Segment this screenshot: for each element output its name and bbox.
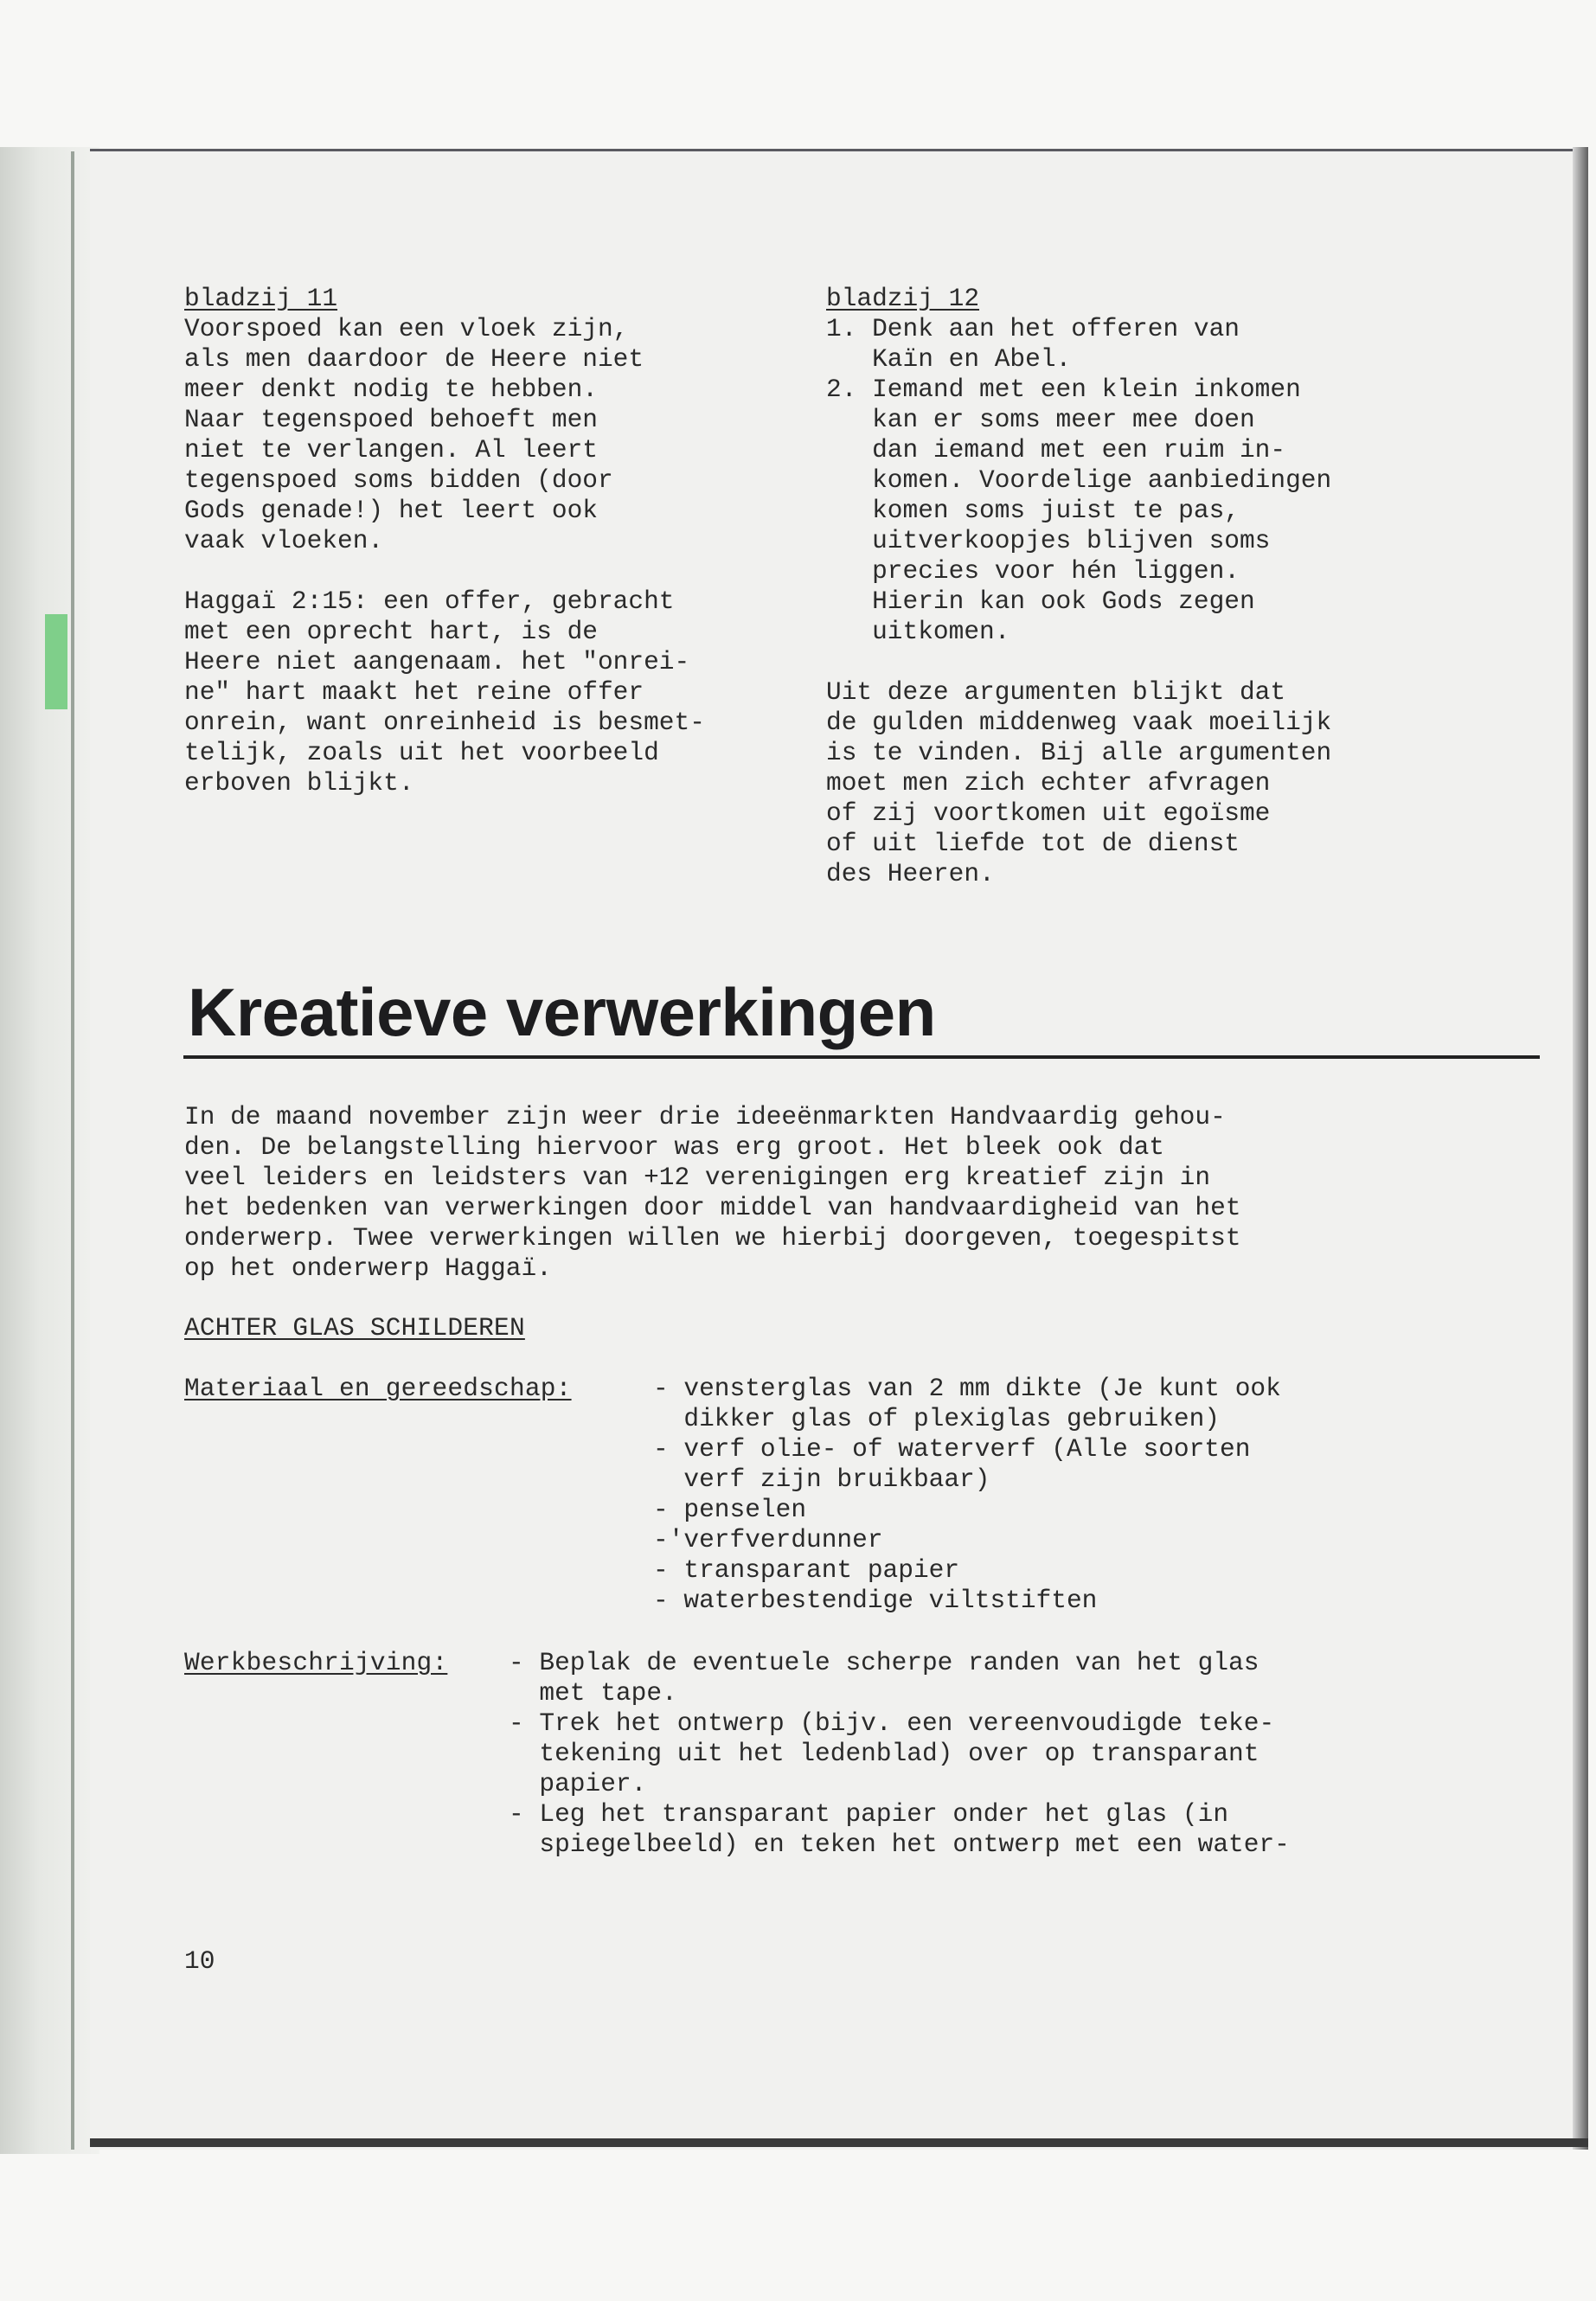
intro-text-line: veel leiders en leidsters van +12 verenigingen erg kreatief zijn in bbox=[184, 1163, 1211, 1192]
right-column-body bbox=[826, 314, 1331, 889]
left-text-line: ne" hart maakt het reine offer bbox=[184, 677, 644, 707]
right-text-line: Hierin kan ook Gods zegen bbox=[826, 586, 1255, 616]
right-text-line: 2. Iemand met een klein inkomen bbox=[826, 375, 1301, 404]
materials-item-line: - waterbestendige viltstiften bbox=[653, 1586, 1098, 1615]
right-text-line: komen. Voordelige aanbiedingen bbox=[826, 465, 1332, 495]
left-text-line: Voorspoed kan een vloek zijn, bbox=[184, 314, 629, 343]
materials-item-line: - vensterglas van 2 mm dikte (Je kunt ook bbox=[653, 1374, 1281, 1403]
right-text-line: 1. Denk aan het offeren van bbox=[826, 314, 1240, 343]
materials-item-line: verf zijn bruikbaar) bbox=[653, 1465, 990, 1494]
left-column-heading: bladzij 11 bbox=[184, 284, 338, 313]
work-step-line: - Leg het transparant papier onder het glas (in bbox=[509, 1799, 1229, 1829]
left-text-line: telijk, zoals uit het voorbeeld bbox=[184, 738, 659, 767]
right-text-line: uitverkoopjes blijven soms bbox=[826, 526, 1271, 555]
right-text-line: komen soms juist te pas, bbox=[826, 496, 1240, 525]
right-text-line: of zij voortkomen uit egoïsme bbox=[826, 798, 1271, 828]
work-step-line: met tape. bbox=[509, 1678, 677, 1708]
materials-label: Materiaal en gereedschap: bbox=[184, 1374, 572, 1403]
materials-item-line: - penselen bbox=[653, 1495, 807, 1524]
right-text-line: kan er soms meer mee doen bbox=[826, 405, 1255, 434]
left-text-line: meer denkt nodig te hebben. bbox=[184, 375, 598, 404]
work-list bbox=[509, 1648, 1290, 1860]
left-text-line: Naar tegenspoed behoeft men bbox=[184, 405, 598, 434]
right-text-line: uitkomen. bbox=[826, 617, 1010, 646]
page-bottom-edge bbox=[90, 2138, 1588, 2147]
left-text-line: met een oprecht hart, is de bbox=[184, 617, 598, 646]
left-text-line: Heere niet aangenaam. het "onrei- bbox=[184, 647, 690, 676]
intro-text-line: het bedenken van verwerkingen door middel van handvaardigheid van het bbox=[184, 1193, 1241, 1222]
green-page-tab bbox=[45, 614, 67, 709]
left-column bbox=[184, 284, 705, 798]
intro-text-line: op het onderwerp Haggaï. bbox=[184, 1253, 552, 1283]
right-text-line: Kaïn en Abel. bbox=[826, 344, 1072, 374]
book-binding-shadow bbox=[0, 147, 99, 2154]
book-binding-edge bbox=[71, 151, 74, 2150]
work-step-line: - Trek het ontwerp (bijv. een vereenvoudigde teke- bbox=[509, 1708, 1275, 1738]
work-step-line: - Beplak de eventuele scherpe randen van het glas bbox=[509, 1648, 1259, 1677]
left-text-line bbox=[184, 556, 705, 586]
right-text-line: de gulden middenweg vaak moeilijk bbox=[826, 708, 1332, 737]
section-title: Kreatieve verwerkingen bbox=[188, 974, 936, 1050]
work-step-line: tekening uit het ledenblad) over op transparant bbox=[509, 1739, 1259, 1768]
left-text-line: tegenspoed soms bidden (door bbox=[184, 465, 613, 495]
right-column-heading: bladzij 12 bbox=[826, 284, 980, 313]
left-text-line: erboven blijkt. bbox=[184, 768, 414, 798]
left-column-body bbox=[184, 314, 705, 798]
materials-item-line: -'verfverdunner bbox=[653, 1525, 883, 1554]
right-text-line: des Heeren. bbox=[826, 859, 995, 888]
page-right-edge bbox=[1573, 147, 1588, 2150]
intro-text-line: den. De belangstelling hiervoor was erg groot. Het bleek ook dat bbox=[184, 1132, 1164, 1162]
right-text-line: Uit deze argumenten blijkt dat bbox=[826, 677, 1286, 707]
left-text-line: onrein, want onreinheid is besmet- bbox=[184, 708, 705, 737]
materials-list bbox=[653, 1374, 1281, 1616]
right-text-line: of uit liefde tot de dienst bbox=[826, 829, 1240, 858]
work-step-line: papier. bbox=[509, 1769, 647, 1798]
right-text-line bbox=[826, 647, 1331, 677]
right-text-line: moet men zich echter afvragen bbox=[826, 768, 1271, 798]
right-column bbox=[826, 284, 1331, 889]
intro-text-line: onderwerp. Twee verwerkingen willen we hierbij doorgeven, toegespitst bbox=[184, 1223, 1241, 1253]
materials-item-line: dikker glas of plexiglas gebruiken) bbox=[653, 1404, 1221, 1433]
right-text-line: dan iemand met een ruim in- bbox=[826, 435, 1286, 465]
section-title-rule bbox=[183, 1055, 1540, 1059]
left-text-line: Gods genade!) het leert ook bbox=[184, 496, 598, 525]
work-label: Werkbeschrijving: bbox=[184, 1648, 448, 1677]
left-text-line: Haggaï 2:15: een offer, gebracht bbox=[184, 586, 675, 616]
right-text-line: precies voor hén liggen. bbox=[826, 556, 1240, 586]
left-text-line: niet te verlangen. Al leert bbox=[184, 435, 598, 465]
intro-paragraph bbox=[184, 1102, 1241, 1284]
left-text-line: vaak vloeken. bbox=[184, 526, 384, 555]
materials-item-line: - transparant papier bbox=[653, 1555, 960, 1585]
page-number: 10 bbox=[184, 1946, 215, 1976]
left-text-line: als men daardoor de Heere niet bbox=[184, 344, 644, 374]
subheading: ACHTER GLAS SCHILDEREN bbox=[184, 1313, 525, 1343]
materials-item-line: - verf olie- of waterverf (Alle soorten bbox=[653, 1434, 1251, 1464]
intro-text-line: In de maand november zijn weer drie ideeënmarkten Handvaardig gehou- bbox=[184, 1102, 1226, 1131]
work-step-line: spiegelbeeld) en teken het ontwerp met een water- bbox=[509, 1830, 1290, 1859]
right-text-line: is te vinden. Bij alle argumenten bbox=[826, 738, 1332, 767]
